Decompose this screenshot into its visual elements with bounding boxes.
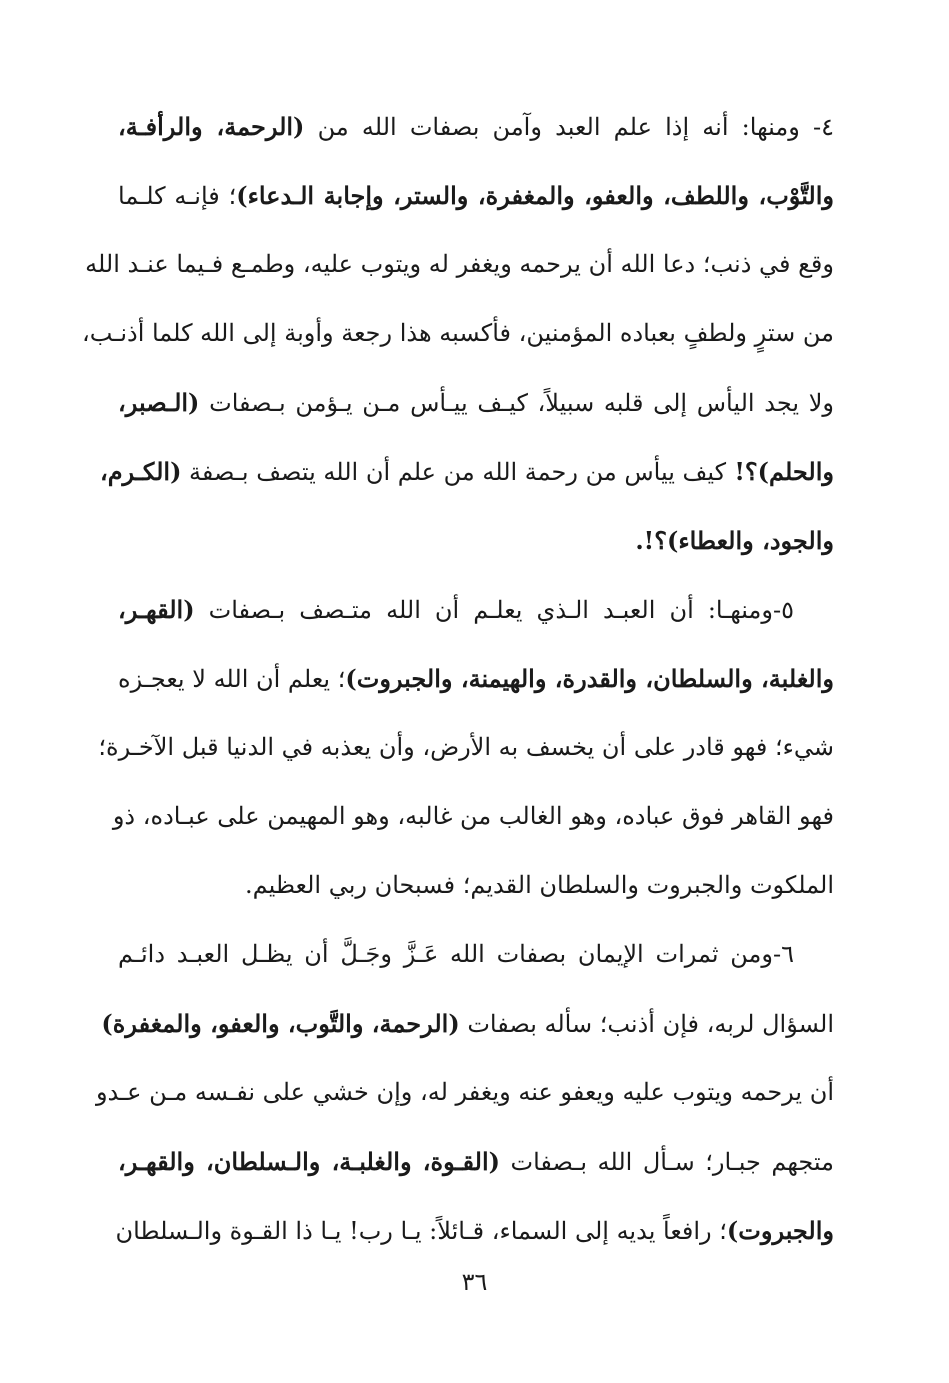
text-line-1: ٤- ومنها: أنه إذا علم العبد وآمن بصفات الله من (الرحمة، والرأفـة، [118,112,834,141]
text-line-15: أن يرحمه ويتوب عليه ويعفو عنه ويغفر له، وإن خشي على نفـسه مـن عـدو [95,1078,834,1106]
text-line-8: ٥-ومنهـا: أن العبـد الـذي يعلـم أن الله متـصف بـصفات (القهـر، [118,595,794,624]
text-line-16: متجهم جبـار؛ سـأل الله بـصفات (القـوة، والغلبـة، والـسلطان، والقهـر، [118,1147,834,1176]
text-line-14: السؤال لربه، فإن أذنب؛ سأله بصفات (الرحمة، والتَّوب، والعفو، والمغفرة) [101,1009,834,1038]
text-line-6: والحلم)؟! كيف ييأس من رحمة الله من علم أن الله يتصف بـصفة (الكـرم، [99,457,834,486]
text-line-7: والجود، والعطاء)؟!. [635,526,834,555]
page-number: ٣٦ [461,1268,488,1296]
text-line-9: والغلبة، والسلطان، والقدرة، والهيمنة، والجبروت)؛ يعلم أن الله لا يعجـزه [118,664,834,693]
body-text [81,92,835,1265]
text-line-17: والجبروت)؛ رافعاً يديه إلى السماء، قـائلاً: يـا رب! يـا ذا القـوة والـسلطان [115,1216,834,1245]
text-line-3: وقع في ذنب؛ دعا الله أن يرحمه ويغفر له ويتوب عليه، وطمـع فـيما عنـد الله [85,250,834,278]
text-line-5: ولا يجد اليأس إلى قلبه سبيلاً، كيـف ييـأس مـن يـؤمن بـصفات (الـصبر، [118,388,834,417]
text-line-10: شيء؛ فهو قادر على أن يخسف به الأرض، وأن يعذبه في الدنيا قبل الآخـرة؛ [98,733,834,761]
text-line-11: فهو القاهر فوق عباده، وهو الغالب من غالبه، وهو المهيمن على عبـاده، ذو [112,802,834,830]
text-line-4: من سترٍ ولطفٍ بعباده المؤمنين، فأكسبه هذا رجعة وأوبة إلى الله كلما أذنـب، [81,319,834,347]
text-line-2: والتَّوْب، واللطف، والعفو، والمغفرة، والستر، وإجابة الـدعاء)؛ فإنـه كلـما [118,181,835,210]
text-line-12: الملكوت والجبروت والسلطان القديم؛ فسبحان ربي العظيم. [244,871,834,899]
text-line-13: ٦-ومن ثمرات الإيمان بصفات الله عَـزَّ وجَـلَّ أن يظـل العبـد دائـم [118,940,794,968]
